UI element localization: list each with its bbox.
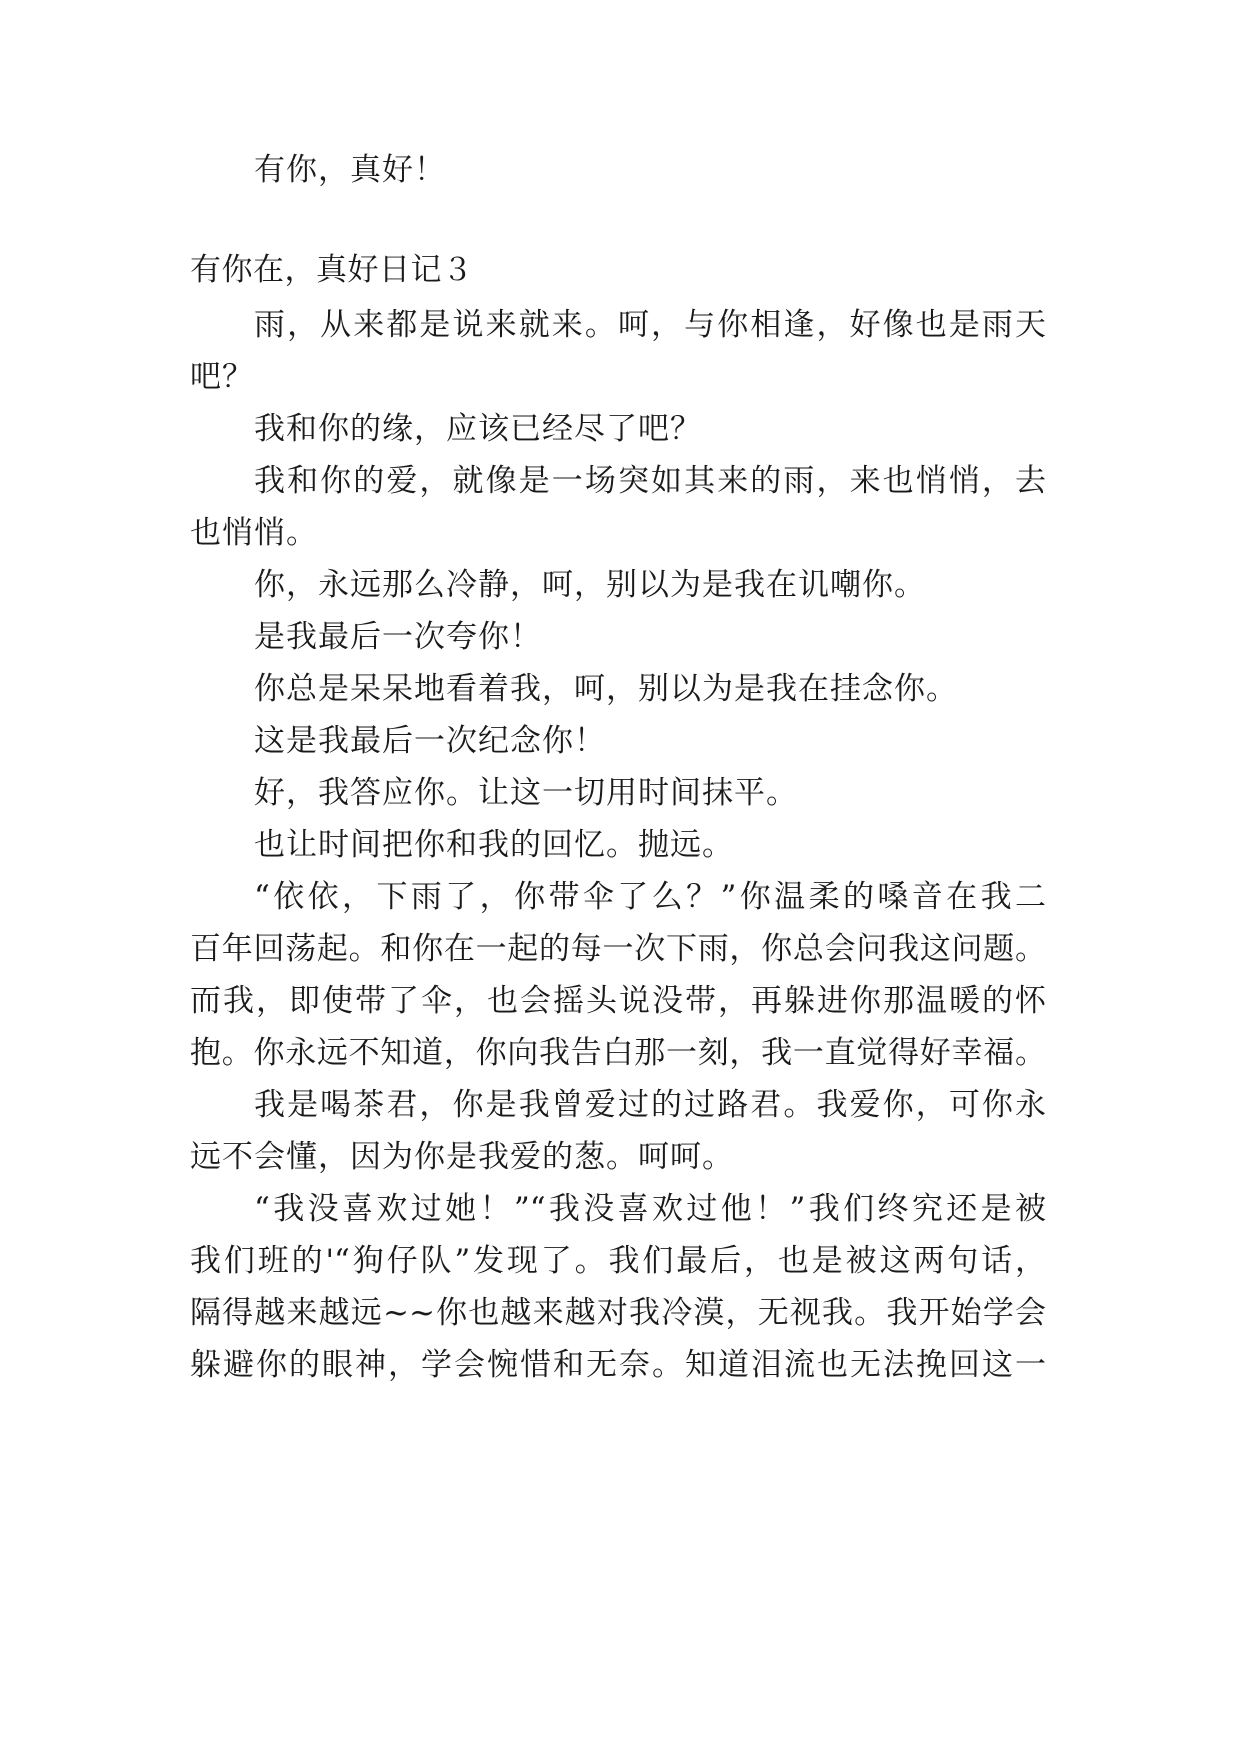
closing-line: 有你，真好！	[254, 152, 446, 188]
paragraph-line: “我没喜欢过她！”“我没喜欢过他！”我们终究还是被	[254, 1191, 1046, 1227]
paragraph-line: 这是我最后一次纪念你！	[254, 723, 606, 759]
paragraph-line: 吧？	[190, 359, 254, 395]
paragraph-line: 是我最后一次夸你！	[254, 619, 542, 655]
paragraph-line: 我和你的爱，就像是一场突如其来的雨，来也悄悄，去	[254, 463, 1046, 499]
paragraph-line: 百年回荡起。和你在一起的每一次下雨，你总会问我这问题。	[190, 931, 1046, 967]
paragraph-line: 我是喝茶君，你是我曾爱过的过路君。我爱你，可你永	[254, 1087, 1046, 1123]
paragraph-line: 你总是呆呆地看着我，呵，别以为是我在挂念你。	[254, 671, 958, 707]
paragraph-line: 躲避你的眼神，学会惋惜和无奈。知道泪流也无法挽回这一	[190, 1347, 1046, 1383]
paragraph-line: 而我，即使带了伞，也会摇头说没带，再躲进你那温暖的怀	[190, 983, 1046, 1019]
paragraph-line: 我和你的缘，应该已经尽了吧？	[254, 411, 702, 447]
diary-heading: 有你在，真好日记３	[190, 252, 474, 288]
paragraph-line: 隔得越来越远~~你也越来越对我冷漠，无视我。我开始学会	[190, 1295, 1046, 1331]
paragraph-line: 远不会懂，因为你是我爱的葱。呵呵。	[190, 1139, 734, 1175]
paragraph-line: “依依，下雨了，你带伞了么？”你温柔的嗓音在我二	[254, 879, 1046, 915]
paragraph-line: 好，我答应你。让这一切用时间抹平。	[254, 775, 798, 811]
paragraph-line: 我们班的'“狗仔队”发现了。我们最后，也是被这两句话，	[190, 1243, 1046, 1279]
paragraph-line: 也让时间把你和我的回忆。抛远。	[254, 827, 734, 863]
paragraph-line: 雨，从来都是说来就来。呵，与你相逢，好像也是雨天	[254, 307, 1046, 343]
paragraph-line: 抱。你永远不知道，你向我告白那一刻，我一直觉得好幸福。	[190, 1035, 1046, 1071]
paragraph-line: 你，永远那么冷静，呵，别以为是我在讥嘲你。	[254, 567, 926, 603]
paragraph-line: 也悄悄。	[190, 515, 318, 551]
